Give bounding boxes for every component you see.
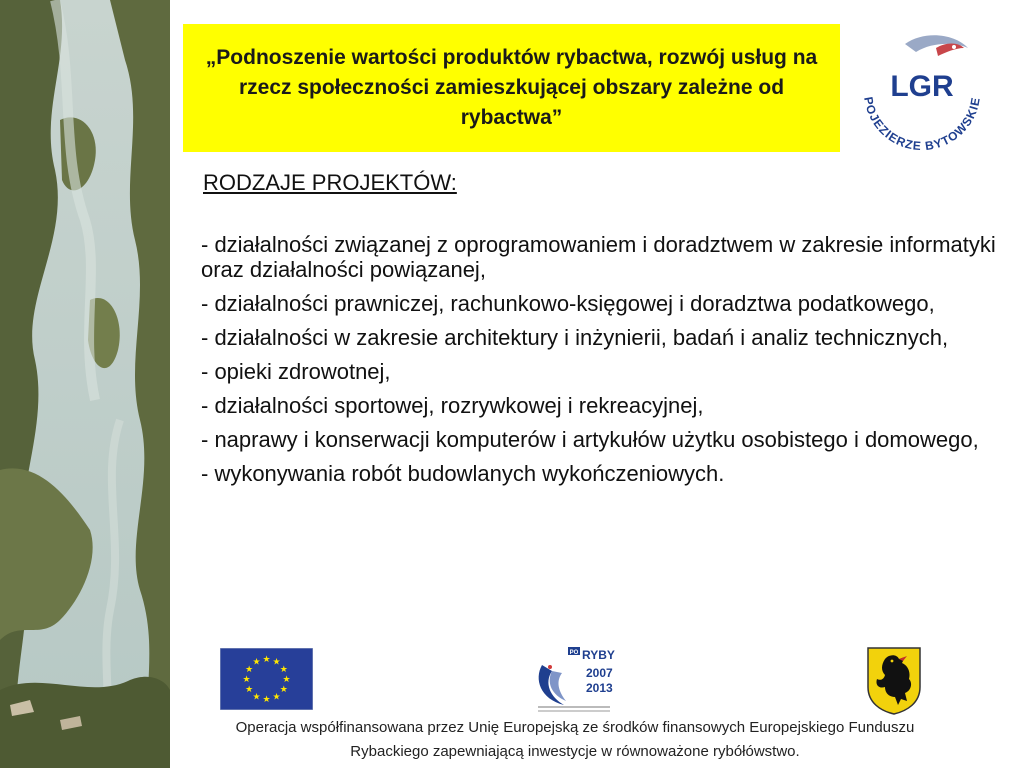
- list-item: - działalności prawniczej, rachunkowo-księgowej i doradztwa podatkowego,: [201, 291, 935, 316]
- project-types-list: [201, 232, 1001, 486]
- footer-line-1: Operacja współfinansowana przez Unię Europejską ze środków finansowych Europejskiego Funduszu: [235, 719, 915, 736]
- eu-star-icon: ★: [252, 657, 261, 668]
- lgr-ring-text: POJEZIERZE BYTOWSKIE: [861, 95, 983, 150]
- po-ryby-title: RYBY: [582, 648, 615, 662]
- eu-star-icon: ★: [282, 675, 291, 685]
- lake-photo-strip: [0, 0, 170, 768]
- eu-star-icon: ★: [262, 695, 271, 705]
- po-ryby-year-start: 2007: [586, 666, 613, 680]
- list-item: - opieki zdrowotnej,: [201, 359, 391, 384]
- eu-star-icon: ★: [242, 675, 251, 685]
- content-area: [201, 170, 1001, 495]
- footer-line-2: Rybackiego zapewniającą inwestycje w równoważone rybółówstwo.: [350, 743, 800, 760]
- eu-flag-icon: [220, 648, 313, 710]
- list-item: - działalności w zakresie architektury i inżynierii, badań i analiz technicznych,: [201, 325, 949, 350]
- section-heading: RODZAJE PROJEKTÓW:: [203, 170, 457, 195]
- funding-footer: [185, 716, 965, 764]
- sponsor-logos: [200, 645, 1020, 715]
- eu-star-icon: ★: [262, 655, 271, 665]
- list-item: - naprawy i konserwacji komputerów i artykułów użytku osobistego i domowego,: [201, 427, 979, 452]
- po-ryby-logo: [530, 645, 615, 715]
- eu-star-icon: ★: [245, 685, 254, 695]
- eu-star-icon: ★: [272, 657, 281, 668]
- slide-title: „Podnoszenie wartości produktów rybactwa, rozwój usług na rzecz społeczności zamieszkującej obszary zależne od rybactwa”: [205, 46, 818, 129]
- list-item: - wykonywania robót budowlanych wykończeniowych.: [201, 461, 725, 486]
- eu-star-icon: ★: [252, 692, 261, 703]
- list-item: - działalności związanej z oprogramowaniem i doradztwem w zakresie informatyki oraz działalności powiązanej,: [201, 232, 996, 282]
- list-item: - działalności sportowej, rozrywkowej i rekreacyjnej,: [201, 393, 704, 418]
- coat-of-arms-icon: [865, 645, 923, 715]
- lgr-logo-text: LGR: [890, 70, 954, 103]
- svg-text:POJEZIERZE BYTOWSKIE: [861, 96, 983, 150]
- eu-star-icon: ★: [279, 665, 288, 675]
- title-box: [183, 24, 840, 152]
- lgr-logo: [850, 30, 990, 150]
- eu-star-icon: ★: [272, 692, 281, 703]
- eu-star-icon: ★: [245, 665, 254, 675]
- eu-star-icon: ★: [279, 685, 288, 695]
- po-ryby-po: PO: [569, 650, 579, 656]
- po-ryby-year-end: 2013: [586, 681, 613, 695]
